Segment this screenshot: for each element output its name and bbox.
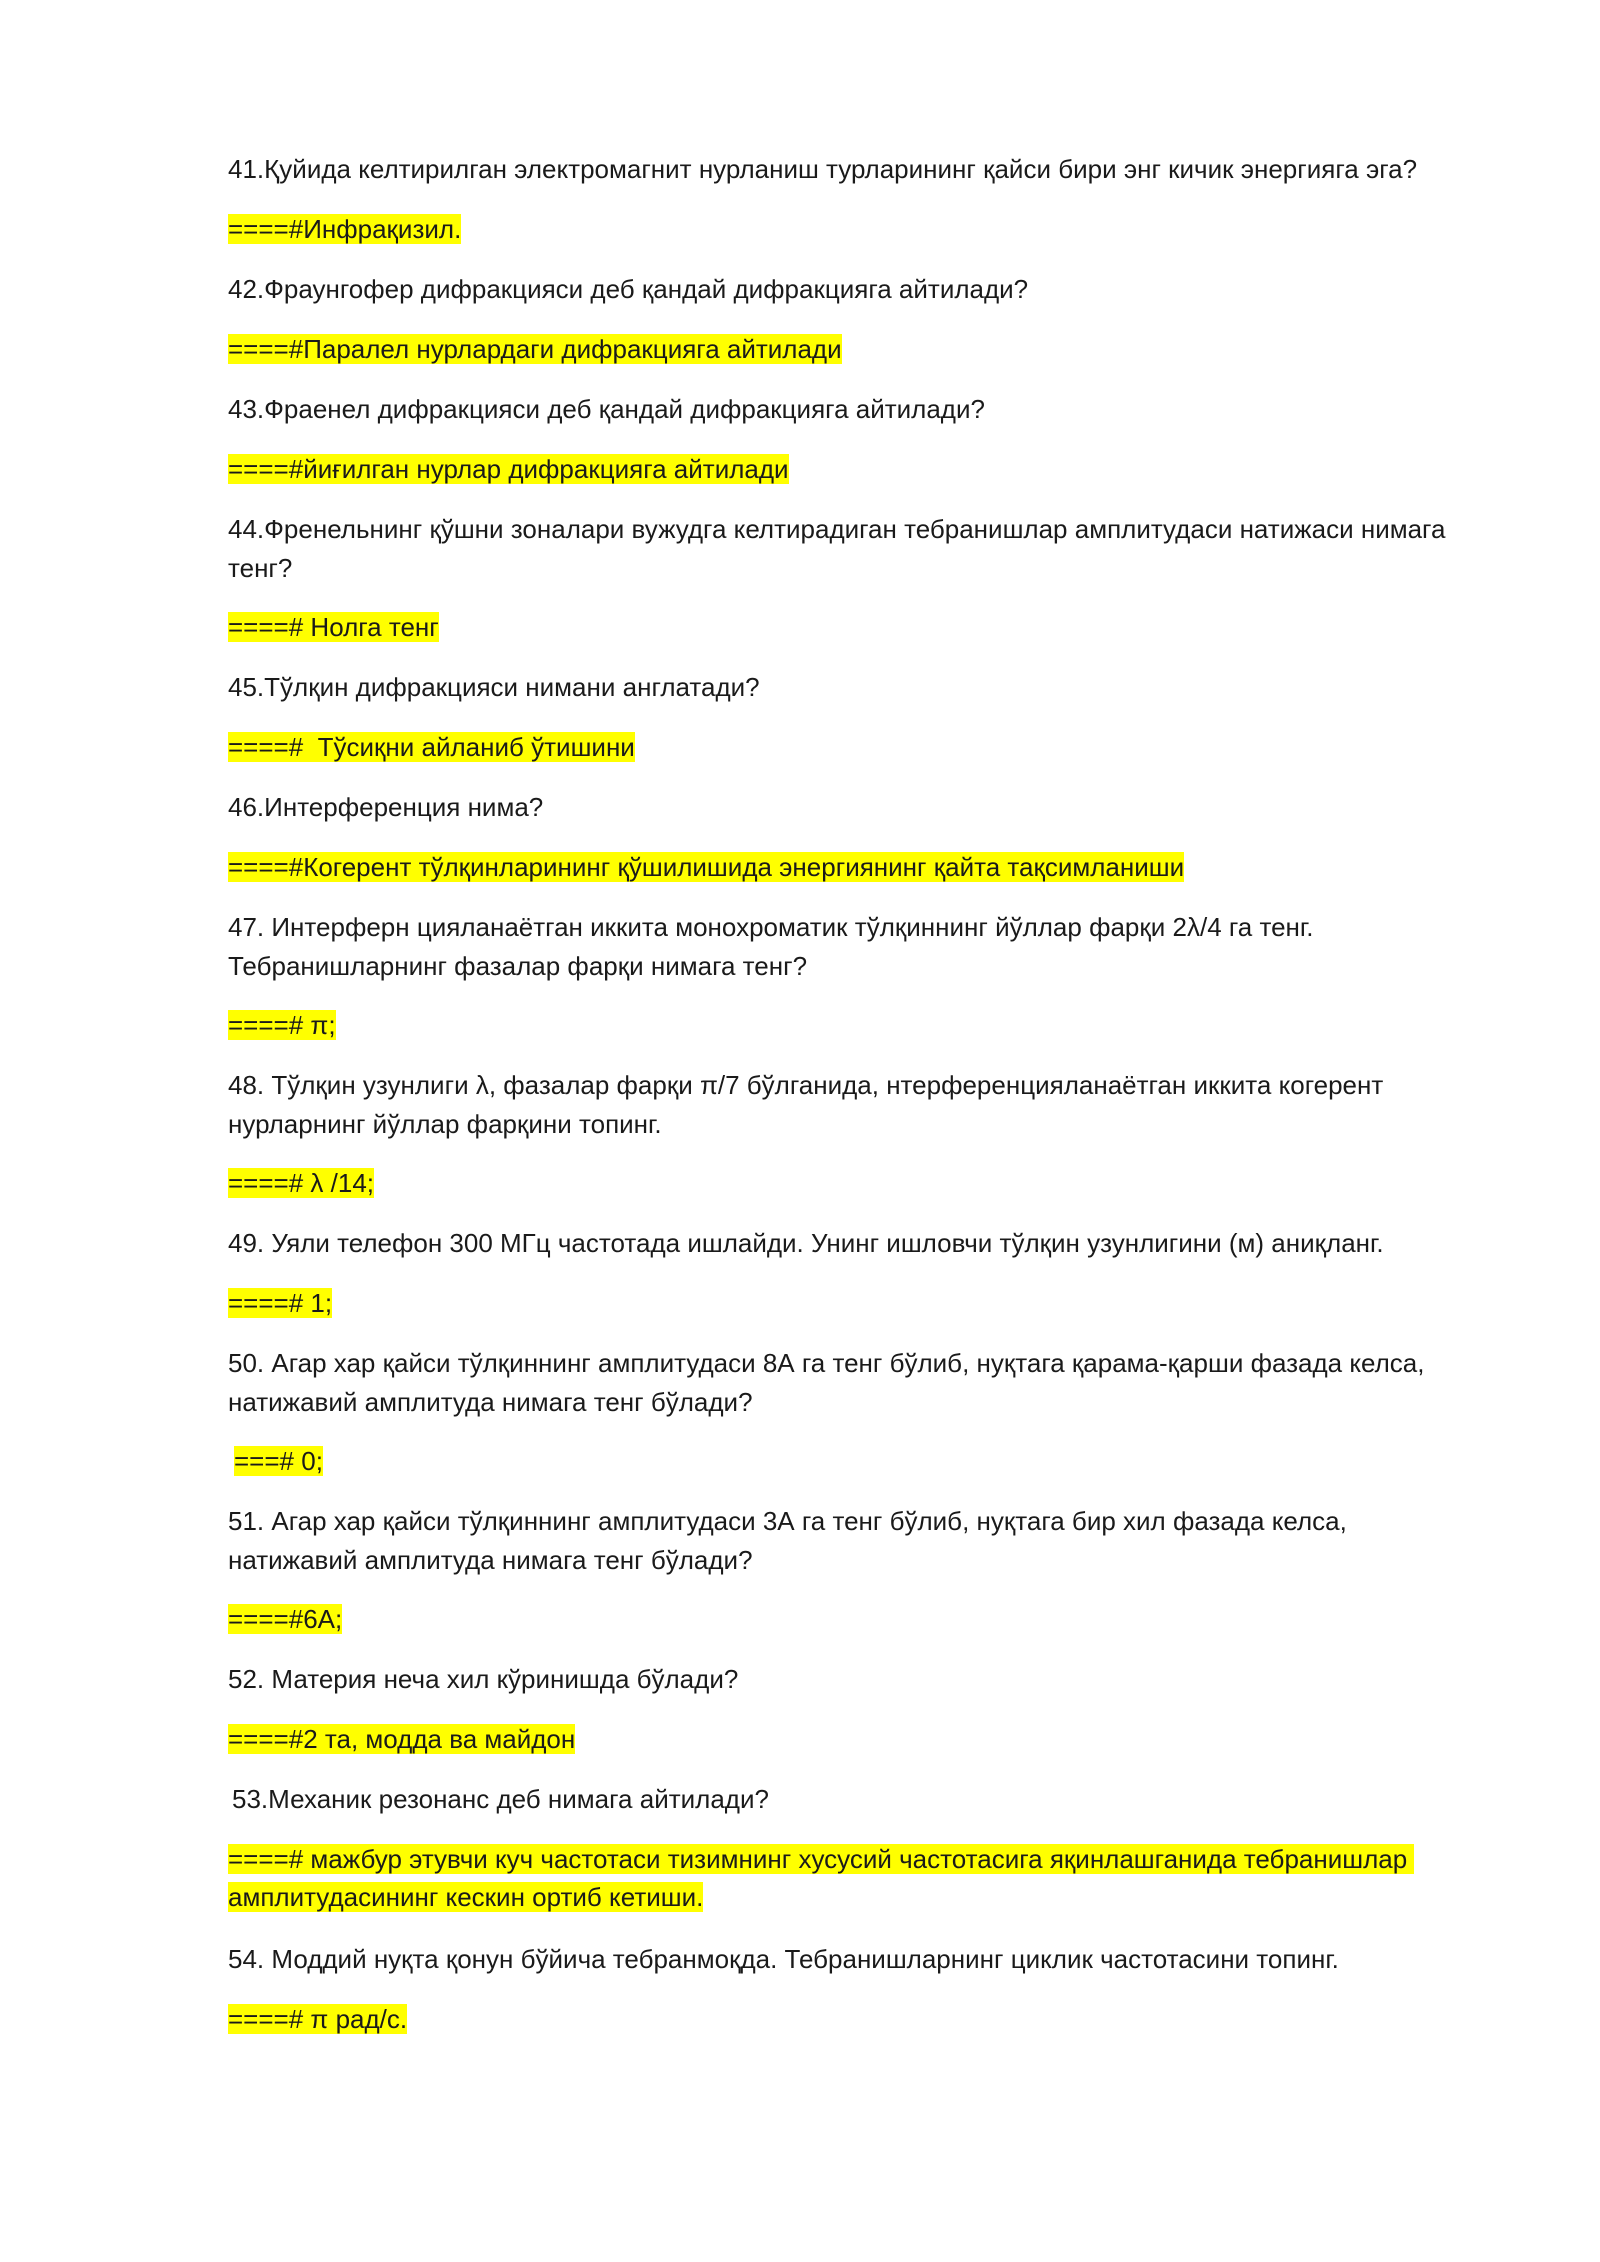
- answer-text: ====# π;: [228, 1010, 336, 1040]
- question-text: 52. Материя неча хил кўринишда бўлади?: [228, 1664, 739, 1694]
- answer-block-52: [228, 1720, 1478, 1758]
- question-block-49: [228, 1224, 1478, 1263]
- answer-block-41: [228, 210, 1478, 248]
- question-text: 53.Механик резонанс деб нимага айтилади?: [232, 1784, 769, 1814]
- question-block-41: [228, 150, 1478, 189]
- answer-block-43: [228, 450, 1478, 488]
- answer-text: ====#йиғилган нурлар дифракцияга айтилади: [228, 454, 789, 484]
- question-block-54: [228, 1940, 1478, 1979]
- question-text: 41.Қуйида келтирилган электромагнит нурланиш турларининг қайси бири энг кичик энергияга эга?: [228, 154, 1418, 184]
- question-block-42: [228, 270, 1478, 309]
- answer-block-49: [228, 1284, 1478, 1322]
- answer-block-46: [228, 848, 1478, 886]
- question-text: 44.Френельнинг қўшни зоналари вужудга келтирадиган тебранишлар амплитудаси натижаси нимага тенг?: [228, 514, 1446, 583]
- question-text: 50. Агар хар қайси тўлқиннинг амплитудаси 8А га тенг бўлиб, нуқтага қарама-қарши фазада келса, натижавий амплитуда нимага тенг бўлади?: [228, 1348, 1425, 1417]
- question-block-44: [228, 510, 1478, 588]
- answer-block-50: [228, 1442, 1478, 1480]
- answer-block-53: [228, 1840, 1478, 1916]
- answer-block-47: [228, 1006, 1478, 1044]
- answer-text: ====#2 та, модда ва майдон: [228, 1724, 576, 1754]
- question-block-52: [228, 1660, 1478, 1699]
- answer-text: ====# мажбур этувчи куч частотаси тизимнинг хусусий частотасига яқинлашганида тебранишлар амплитудасининг кескин ортиб кетиши.: [228, 1844, 1415, 1912]
- question-block-46: [228, 788, 1478, 827]
- question-text: 42.Фраунгофер дифракцияси деб қандай дифракцияга айтилади?: [228, 274, 1029, 304]
- question-block-47: [228, 908, 1478, 986]
- answer-text: ====#6А;: [228, 1604, 343, 1634]
- answer-text: ====#Инфрақизил.: [228, 214, 462, 244]
- answer-block-54: [228, 2000, 1478, 2038]
- question-text: 45.Тўлқин дифракцияси нимани англатади?: [228, 672, 760, 702]
- answer-block-48: [228, 1164, 1478, 1202]
- answer-text: ====#Когерент тўлқинларининг қўшилишида энергиянинг қайта тақсимланиши: [228, 852, 1185, 882]
- answer-text: ===# 0;: [234, 1446, 323, 1476]
- question-text: 54. Моддий нуқта қонун бўйича тебранмоқда. Тебранишларнинг циклик частотасини топинг.: [228, 1944, 1339, 1974]
- question-block-50: [228, 1344, 1478, 1422]
- answer-block-44: [228, 608, 1478, 646]
- question-block-48: [228, 1066, 1478, 1144]
- question-text: 46.Интерференция нима?: [228, 792, 544, 822]
- question-block-43: [228, 390, 1478, 429]
- answer-text: ====# π рад/с.: [228, 2004, 408, 2034]
- answer-text: ====# λ /14;: [228, 1168, 375, 1198]
- question-text: 48. Тўлқин узунлиги λ, фазалар фарқи π/7 бўлганида, нтерференцияланаётган иккита когерент нурларнинг йўллар фарқини топинг.: [228, 1070, 1384, 1139]
- answer-text: ====# 1;: [228, 1288, 333, 1318]
- answer-block-51: [228, 1600, 1478, 1638]
- answer-block-45: [228, 728, 1478, 766]
- question-text: 47. Интерферн цияланаётган иккита монохроматик тўлқиннинг йўллар фарқи 2λ/4 га тенг. Тебранишларнинг фазалар фарқи нимага тенг?: [228, 912, 1314, 981]
- answer-text: ====# Тўсиқни айланиб ўтишини: [228, 732, 635, 762]
- question-text: 49. Уяли телефон 300 МГц частотада ишлайди. Унинг ишловчи тўлқин узунлигини (м) аниқланг.: [228, 1228, 1384, 1258]
- answer-text: ====#Паралел нурлардаги дифракцияга айтилади: [228, 334, 842, 364]
- question-text: 43.Фраенел дифракцияси деб қандай дифракцияга айтилади?: [228, 394, 985, 424]
- answer-block-42: [228, 330, 1478, 368]
- question-block-51: [228, 1502, 1478, 1580]
- question-block-53: [228, 1780, 1478, 1819]
- question-text: 51. Агар хар қайси тўлқиннинг амплитудаси 3А га тенг бўлиб, нуқтага бир хил фазада келса, натижавий амплитуда нимага тенг бўлади?: [228, 1506, 1347, 1575]
- question-block-45: [228, 668, 1478, 707]
- answer-text: ====# Нолга тенг: [228, 612, 439, 642]
